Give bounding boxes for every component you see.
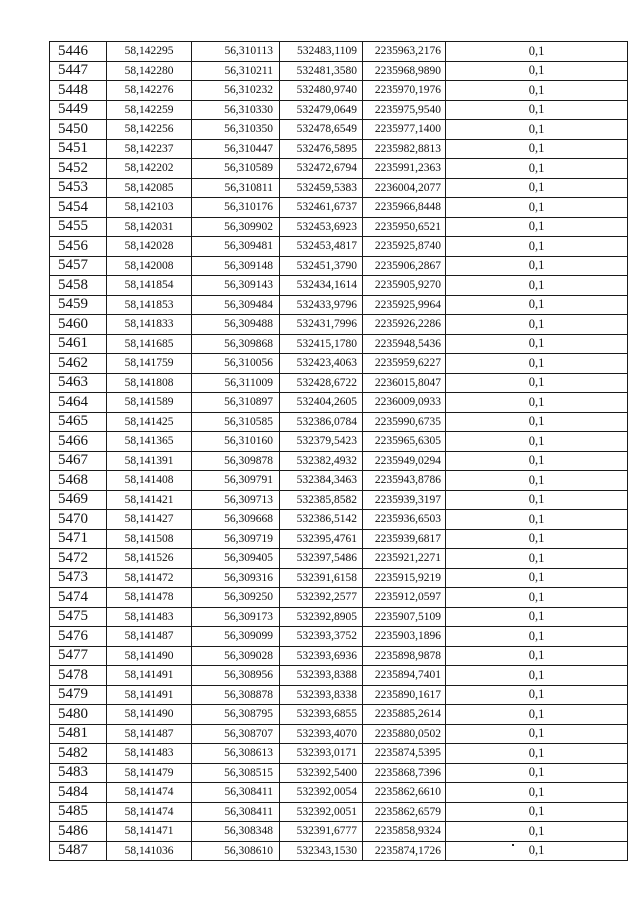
latitude-cell: 58,142237	[107, 139, 192, 159]
longitude-cell: 56,310176	[192, 198, 280, 218]
table-row	[50, 81, 628, 101]
longitude-cell: 56,308411	[192, 802, 280, 822]
coord-x-cell: 532480,9740	[280, 81, 363, 101]
accuracy-cell: 0,1	[446, 744, 628, 764]
latitude-cell: 58,141526	[107, 549, 192, 569]
coord-x-cell: 532404,2605	[280, 393, 363, 413]
coord-x-cell: 532451,3790	[280, 256, 363, 276]
coord-y-cell: 2235936,6503	[363, 510, 446, 530]
table-row	[50, 256, 628, 276]
coord-x-cell: 532392,0054	[280, 783, 363, 803]
longitude-cell: 56,308610	[192, 841, 280, 861]
coord-y-cell: 2235880,0502	[363, 724, 446, 744]
accuracy-cell: 0,1	[446, 646, 628, 666]
accuracy-cell: 0,1	[446, 724, 628, 744]
longitude-cell: 56,310811	[192, 178, 280, 198]
accuracy-cell: 0,1	[446, 607, 628, 627]
point-number-cell: 5473	[50, 568, 107, 588]
coord-y-cell: 2235963,2176	[363, 42, 446, 62]
coord-x-cell: 532393,3752	[280, 627, 363, 647]
table-row	[50, 705, 628, 725]
table-row	[50, 685, 628, 705]
longitude-cell: 56,310211	[192, 61, 280, 81]
latitude-cell: 58,142202	[107, 159, 192, 179]
accuracy-cell: 0,1	[446, 510, 628, 530]
latitude-cell: 58,141491	[107, 685, 192, 705]
coord-y-cell: 2235885,2614	[363, 705, 446, 725]
point-number-cell: 5478	[50, 666, 107, 686]
longitude-cell: 56,309713	[192, 490, 280, 510]
longitude-cell: 56,308411	[192, 783, 280, 803]
coord-x-cell: 532343,1530	[280, 841, 363, 861]
point-number-cell: 5474	[50, 588, 107, 608]
table-row	[50, 334, 628, 354]
table-row	[50, 217, 628, 237]
longitude-cell: 56,310113	[192, 42, 280, 62]
longitude-cell: 56,309668	[192, 510, 280, 530]
table-row	[50, 802, 628, 822]
point-number-cell: 5480	[50, 705, 107, 725]
latitude-cell: 58,142256	[107, 120, 192, 140]
latitude-cell: 58,141854	[107, 276, 192, 296]
accuracy-cell: 0,1	[446, 763, 628, 783]
longitude-cell: 56,308956	[192, 666, 280, 686]
coord-y-cell: 2235943,8786	[363, 471, 446, 491]
accuracy-cell: 0,1	[446, 471, 628, 491]
accuracy-cell: 0,1	[446, 841, 628, 861]
table-row	[50, 276, 628, 296]
coord-x-cell: 532392,0051	[280, 802, 363, 822]
coord-y-cell: 2235959,6227	[363, 354, 446, 374]
latitude-cell: 58,141508	[107, 529, 192, 549]
accuracy-cell: 0,1	[446, 588, 628, 608]
coord-y-cell: 2235948,5436	[363, 334, 446, 354]
scan-speck	[512, 844, 514, 846]
coord-x-cell: 532393,8388	[280, 666, 363, 686]
latitude-cell: 58,142028	[107, 237, 192, 257]
point-number-cell: 5475	[50, 607, 107, 627]
table-row	[50, 588, 628, 608]
coord-x-cell: 532453,4817	[280, 237, 363, 257]
coord-x-cell: 532423,4063	[280, 354, 363, 374]
table-row	[50, 510, 628, 530]
table-row	[50, 822, 628, 842]
latitude-cell: 58,142008	[107, 256, 192, 276]
latitude-cell: 58,141483	[107, 744, 192, 764]
coord-y-cell: 2235939,6817	[363, 529, 446, 549]
coord-y-cell: 2235905,9270	[363, 276, 446, 296]
point-number-cell: 5456	[50, 237, 107, 257]
longitude-cell: 56,310232	[192, 81, 280, 101]
table-row	[50, 471, 628, 491]
latitude-cell: 58,141479	[107, 763, 192, 783]
latitude-cell: 58,141487	[107, 724, 192, 744]
table-row	[50, 841, 628, 861]
longitude-cell: 56,309902	[192, 217, 280, 237]
accuracy-cell: 0,1	[446, 802, 628, 822]
coord-x-cell: 532472,6794	[280, 159, 363, 179]
latitude-cell: 58,141833	[107, 315, 192, 335]
point-number-cell: 5467	[50, 451, 107, 471]
table-row	[50, 237, 628, 257]
longitude-cell: 56,309099	[192, 627, 280, 647]
longitude-cell: 56,310056	[192, 354, 280, 374]
table-body	[50, 42, 628, 861]
accuracy-cell: 0,1	[446, 393, 628, 413]
longitude-cell: 56,311009	[192, 373, 280, 393]
table-row	[50, 529, 628, 549]
latitude-cell: 58,141808	[107, 373, 192, 393]
coord-y-cell: 2235890,1617	[363, 685, 446, 705]
table-row	[50, 490, 628, 510]
coord-x-cell: 532434,1614	[280, 276, 363, 296]
longitude-cell: 56,309405	[192, 549, 280, 569]
point-number-cell: 5449	[50, 100, 107, 120]
latitude-cell: 58,142103	[107, 198, 192, 218]
latitude-cell: 58,142259	[107, 100, 192, 120]
accuracy-cell: 0,1	[446, 627, 628, 647]
coord-x-cell: 532379,5423	[280, 432, 363, 452]
longitude-cell: 56,310160	[192, 432, 280, 452]
latitude-cell: 58,141491	[107, 666, 192, 686]
table-row	[50, 549, 628, 569]
accuracy-cell: 0,1	[446, 822, 628, 842]
table-row	[50, 783, 628, 803]
coord-x-cell: 532393,6855	[280, 705, 363, 725]
point-number-cell: 5462	[50, 354, 107, 374]
longitude-cell: 56,308613	[192, 744, 280, 764]
accuracy-cell: 0,1	[446, 256, 628, 276]
coord-y-cell: 2236004,2077	[363, 178, 446, 198]
longitude-cell: 56,308795	[192, 705, 280, 725]
point-number-cell: 5484	[50, 783, 107, 803]
coord-y-cell: 2235898,9878	[363, 646, 446, 666]
accuracy-cell: 0,1	[446, 139, 628, 159]
longitude-cell: 56,309143	[192, 276, 280, 296]
longitude-cell: 56,310897	[192, 393, 280, 413]
table-row	[50, 607, 628, 627]
latitude-cell: 58,142031	[107, 217, 192, 237]
coord-y-cell: 2235903,1896	[363, 627, 446, 647]
point-number-cell: 5447	[50, 61, 107, 81]
coord-x-cell: 532461,6737	[280, 198, 363, 218]
point-number-cell: 5476	[50, 627, 107, 647]
coord-y-cell: 2235874,5395	[363, 744, 446, 764]
longitude-cell: 56,309878	[192, 451, 280, 471]
longitude-cell: 56,310447	[192, 139, 280, 159]
latitude-cell: 58,141759	[107, 354, 192, 374]
coord-x-cell: 532431,7996	[280, 315, 363, 335]
point-number-cell: 5468	[50, 471, 107, 491]
coord-x-cell: 532397,5486	[280, 549, 363, 569]
table-row	[50, 159, 628, 179]
accuracy-cell: 0,1	[446, 685, 628, 705]
latitude-cell: 58,141036	[107, 841, 192, 861]
coord-x-cell: 532393,4070	[280, 724, 363, 744]
latitude-cell: 58,141425	[107, 412, 192, 432]
coord-y-cell: 2235949,0294	[363, 451, 446, 471]
table-row	[50, 139, 628, 159]
longitude-cell: 56,310350	[192, 120, 280, 140]
accuracy-cell: 0,1	[446, 568, 628, 588]
point-number-cell: 5458	[50, 276, 107, 296]
table-row	[50, 42, 628, 62]
longitude-cell: 56,310589	[192, 159, 280, 179]
point-number-cell: 5469	[50, 490, 107, 510]
longitude-cell: 56,309316	[192, 568, 280, 588]
table-row	[50, 61, 628, 81]
latitude-cell: 58,141490	[107, 705, 192, 725]
point-number-cell: 5483	[50, 763, 107, 783]
coord-y-cell: 2235907,5109	[363, 607, 446, 627]
coord-y-cell: 2235925,8740	[363, 237, 446, 257]
coord-y-cell: 2235915,9219	[363, 568, 446, 588]
latitude-cell: 58,141408	[107, 471, 192, 491]
longitude-cell: 56,309488	[192, 315, 280, 335]
coord-y-cell: 2235894,7401	[363, 666, 446, 686]
longitude-cell: 56,309791	[192, 471, 280, 491]
latitude-cell: 58,141474	[107, 783, 192, 803]
point-number-cell: 5486	[50, 822, 107, 842]
table-row	[50, 120, 628, 140]
table-row	[50, 100, 628, 120]
point-number-cell: 5481	[50, 724, 107, 744]
latitude-cell: 58,141478	[107, 588, 192, 608]
accuracy-cell: 0,1	[446, 315, 628, 335]
table-row	[50, 432, 628, 452]
coord-y-cell: 2235858,9324	[363, 822, 446, 842]
latitude-cell: 58,141391	[107, 451, 192, 471]
latitude-cell: 58,141685	[107, 334, 192, 354]
coord-x-cell: 532483,1109	[280, 42, 363, 62]
coord-x-cell: 532392,5400	[280, 763, 363, 783]
point-number-cell: 5460	[50, 315, 107, 335]
coord-y-cell: 2235991,2363	[363, 159, 446, 179]
coord-x-cell: 532392,2577	[280, 588, 363, 608]
coord-y-cell: 2235968,9890	[363, 61, 446, 81]
table-row	[50, 393, 628, 413]
longitude-cell: 56,309028	[192, 646, 280, 666]
coord-y-cell: 2235868,7396	[363, 763, 446, 783]
table-row	[50, 315, 628, 335]
coord-x-cell: 532395,4761	[280, 529, 363, 549]
coord-x-cell: 532385,8582	[280, 490, 363, 510]
accuracy-cell: 0,1	[446, 276, 628, 296]
accuracy-cell: 0,1	[446, 81, 628, 101]
point-number-cell: 5455	[50, 217, 107, 237]
point-number-cell: 5463	[50, 373, 107, 393]
latitude-cell: 58,141471	[107, 822, 192, 842]
latitude-cell: 58,141490	[107, 646, 192, 666]
table-row	[50, 198, 628, 218]
table-row	[50, 451, 628, 471]
accuracy-cell: 0,1	[446, 61, 628, 81]
accuracy-cell: 0,1	[446, 198, 628, 218]
point-number-cell: 5446	[50, 42, 107, 62]
accuracy-cell: 0,1	[446, 178, 628, 198]
coord-x-cell: 532384,3463	[280, 471, 363, 491]
coord-y-cell: 2235926,2286	[363, 315, 446, 335]
coord-x-cell: 532479,0649	[280, 100, 363, 120]
point-number-cell: 5453	[50, 178, 107, 198]
latitude-cell: 58,141474	[107, 802, 192, 822]
latitude-cell: 58,141483	[107, 607, 192, 627]
table-row	[50, 646, 628, 666]
coord-y-cell: 2236009,0933	[363, 393, 446, 413]
point-number-cell: 5461	[50, 334, 107, 354]
coord-x-cell: 532391,6158	[280, 568, 363, 588]
latitude-cell: 58,141487	[107, 627, 192, 647]
table-row	[50, 724, 628, 744]
longitude-cell: 56,309250	[192, 588, 280, 608]
point-number-cell: 5472	[50, 549, 107, 569]
accuracy-cell: 0,1	[446, 159, 628, 179]
coordinate-table	[49, 41, 628, 861]
coord-y-cell: 2235862,6579	[363, 802, 446, 822]
accuracy-cell: 0,1	[446, 529, 628, 549]
longitude-cell: 56,310585	[192, 412, 280, 432]
coord-x-cell: 532459,5383	[280, 178, 363, 198]
coord-x-cell: 532428,6722	[280, 373, 363, 393]
latitude-cell: 58,141427	[107, 510, 192, 530]
coord-y-cell: 2235906,2867	[363, 256, 446, 276]
accuracy-cell: 0,1	[446, 217, 628, 237]
coord-y-cell: 2235975,9540	[363, 100, 446, 120]
coord-x-cell: 532392,8905	[280, 607, 363, 627]
coord-y-cell: 2235939,3197	[363, 490, 446, 510]
accuracy-cell: 0,1	[446, 373, 628, 393]
coord-x-cell: 532393,0171	[280, 744, 363, 764]
point-number-cell: 5454	[50, 198, 107, 218]
point-number-cell: 5470	[50, 510, 107, 530]
longitude-cell: 56,309484	[192, 295, 280, 315]
longitude-cell: 56,308878	[192, 685, 280, 705]
longitude-cell: 56,309481	[192, 237, 280, 257]
table-row	[50, 744, 628, 764]
table-row	[50, 666, 628, 686]
accuracy-cell: 0,1	[446, 549, 628, 569]
coord-y-cell: 2235925,9964	[363, 295, 446, 315]
point-number-cell: 5487	[50, 841, 107, 861]
accuracy-cell: 0,1	[446, 100, 628, 120]
point-number-cell: 5452	[50, 159, 107, 179]
accuracy-cell: 0,1	[446, 237, 628, 257]
accuracy-cell: 0,1	[446, 451, 628, 471]
coord-x-cell: 532393,6936	[280, 646, 363, 666]
table-row	[50, 627, 628, 647]
latitude-cell: 58,142085	[107, 178, 192, 198]
longitude-cell: 56,309719	[192, 529, 280, 549]
coord-x-cell: 532386,5142	[280, 510, 363, 530]
coord-y-cell: 2235862,6610	[363, 783, 446, 803]
accuracy-cell: 0,1	[446, 490, 628, 510]
point-number-cell: 5482	[50, 744, 107, 764]
accuracy-cell: 0,1	[446, 354, 628, 374]
table-row	[50, 412, 628, 432]
coord-y-cell: 2235970,1976	[363, 81, 446, 101]
point-number-cell: 5457	[50, 256, 107, 276]
coord-x-cell: 532433,9796	[280, 295, 363, 315]
coord-y-cell: 2235990,6735	[363, 412, 446, 432]
point-number-cell: 5451	[50, 139, 107, 159]
point-number-cell: 5479	[50, 685, 107, 705]
latitude-cell: 58,141853	[107, 295, 192, 315]
coord-y-cell: 2235921,2271	[363, 549, 446, 569]
longitude-cell: 56,309868	[192, 334, 280, 354]
data-table	[49, 41, 628, 861]
accuracy-cell: 0,1	[446, 705, 628, 725]
coord-y-cell: 2235965,6305	[363, 432, 446, 452]
accuracy-cell: 0,1	[446, 412, 628, 432]
point-number-cell: 5448	[50, 81, 107, 101]
longitude-cell: 56,309173	[192, 607, 280, 627]
longitude-cell: 56,308515	[192, 763, 280, 783]
point-number-cell: 5465	[50, 412, 107, 432]
point-number-cell: 5459	[50, 295, 107, 315]
coord-y-cell: 2235912,0597	[363, 588, 446, 608]
point-number-cell: 5466	[50, 432, 107, 452]
longitude-cell: 56,308348	[192, 822, 280, 842]
coord-x-cell: 532386,0784	[280, 412, 363, 432]
coord-x-cell: 532453,6923	[280, 217, 363, 237]
longitude-cell: 56,310330	[192, 100, 280, 120]
coord-x-cell: 532382,4932	[280, 451, 363, 471]
latitude-cell: 58,141365	[107, 432, 192, 452]
latitude-cell: 58,142280	[107, 61, 192, 81]
table-row	[50, 178, 628, 198]
latitude-cell: 58,141472	[107, 568, 192, 588]
accuracy-cell: 0,1	[446, 42, 628, 62]
point-number-cell: 5464	[50, 393, 107, 413]
coord-y-cell: 2235982,8813	[363, 139, 446, 159]
point-number-cell: 5477	[50, 646, 107, 666]
table-row	[50, 568, 628, 588]
latitude-cell: 58,141421	[107, 490, 192, 510]
coord-y-cell: 2235966,8448	[363, 198, 446, 218]
coord-x-cell: 532415,1780	[280, 334, 363, 354]
table-row	[50, 295, 628, 315]
accuracy-cell: 0,1	[446, 783, 628, 803]
coord-x-cell: 532478,6549	[280, 120, 363, 140]
accuracy-cell: 0,1	[446, 432, 628, 452]
coord-x-cell: 532393,8338	[280, 685, 363, 705]
table-row	[50, 763, 628, 783]
point-number-cell: 5450	[50, 120, 107, 140]
coord-x-cell: 532481,3580	[280, 61, 363, 81]
table-row	[50, 354, 628, 374]
coord-y-cell: 2235977,1400	[363, 120, 446, 140]
coord-x-cell: 532391,6777	[280, 822, 363, 842]
latitude-cell: 58,142295	[107, 42, 192, 62]
coord-y-cell: 2235950,6521	[363, 217, 446, 237]
latitude-cell: 58,141589	[107, 393, 192, 413]
coord-y-cell: 2236015,8047	[363, 373, 446, 393]
accuracy-cell: 0,1	[446, 295, 628, 315]
latitude-cell: 58,142276	[107, 81, 192, 101]
accuracy-cell: 0,1	[446, 334, 628, 354]
accuracy-cell: 0,1	[446, 120, 628, 140]
point-number-cell: 5485	[50, 802, 107, 822]
accuracy-cell: 0,1	[446, 666, 628, 686]
point-number-cell: 5471	[50, 529, 107, 549]
longitude-cell: 56,308707	[192, 724, 280, 744]
table-row	[50, 373, 628, 393]
coord-x-cell: 532476,5895	[280, 139, 363, 159]
longitude-cell: 56,309148	[192, 256, 280, 276]
coord-y-cell: 2235874,1726	[363, 841, 446, 861]
